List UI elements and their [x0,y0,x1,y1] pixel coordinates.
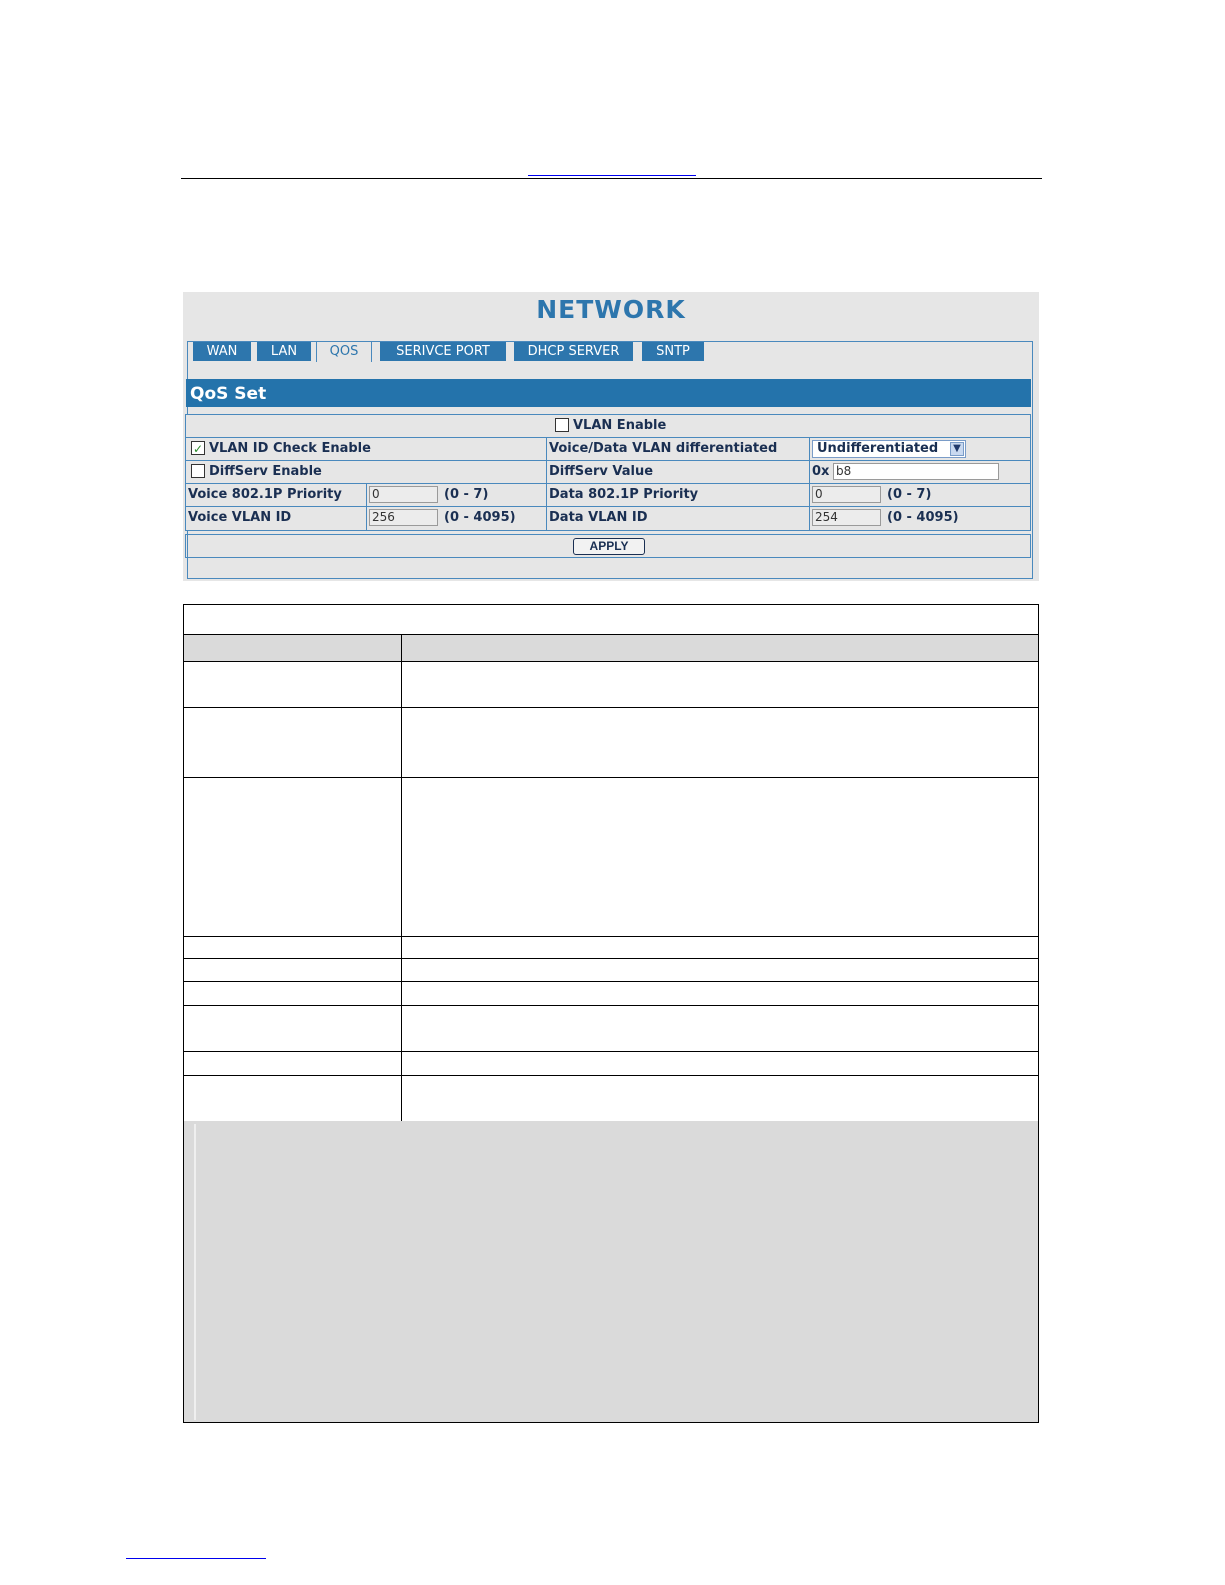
diffserv-enable-checkbox[interactable] [191,464,205,478]
column-divider [366,507,367,530]
diffserv-value-input[interactable]: b8 [833,463,999,480]
column-divider [809,507,810,530]
header-rule [181,178,1042,179]
qos-settings-grid [185,414,1031,531]
voice-data-diff-label: Voice/Data VLAN differentiated [549,441,778,456]
network-qos-panel [183,292,1039,581]
diffserv-prefix: 0x [812,464,830,479]
chevron-down-icon[interactable]: ▼ [950,442,964,456]
column-divider [546,507,547,530]
table-rule [184,958,1038,959]
tab-lan[interactable]: LAN [257,342,311,361]
data-vlan-label: Data VLAN ID [549,510,648,525]
table-rule [184,707,1038,708]
table-rule [184,1051,1038,1052]
voice-vlan-label: Voice VLAN ID [188,510,292,525]
table-note-area [184,1121,1038,1422]
table-column-divider [401,634,402,1121]
data-priority-input[interactable]: 0 [812,486,881,503]
tab-qos[interactable]: QOS [316,341,372,362]
data-vlan-range: (0 - 4095) [887,510,959,525]
table-header-row [184,634,1038,661]
priority-row [186,484,1030,507]
header-link-underline[interactable] [528,175,696,176]
table-rule [184,777,1038,778]
table-rule [184,936,1038,937]
table-rule [184,1075,1038,1076]
table-rule [184,981,1038,982]
voice-priority-label: Voice 802.1P Priority [188,487,342,502]
apply-button[interactable]: APPLY [573,538,645,555]
table-rule [184,661,1038,662]
diffserv-row [186,461,1030,484]
column-divider [809,461,810,483]
tab-dhcp-server[interactable]: DHCP SERVER [514,342,633,361]
column-divider [366,484,367,506]
voice-vlan-range: (0 - 4095) [444,510,516,525]
vlan-enable-control [555,415,666,437]
voice-priority-input[interactable]: 0 [369,486,438,503]
note-indent-bar [194,1124,196,1420]
data-priority-label: Data 802.1P Priority [549,487,699,502]
column-divider [809,484,810,506]
tab-sntp[interactable]: SNTP [642,342,704,361]
data-vlan-input[interactable]: 254 [812,509,881,526]
vlan-id-row [186,507,1030,530]
vlan-id-check-row [186,438,1030,461]
diffserv-value-label: DiffServ Value [549,464,654,479]
voice-vlan-input[interactable]: 256 [369,509,438,526]
vlan-enable-checkbox[interactable] [555,418,569,432]
column-divider [546,438,547,460]
tab-wan[interactable]: WAN [193,342,251,361]
page-title: NETWORK [536,295,686,324]
voice-data-diff-value: Undifferentiated [817,441,939,456]
tab-service-port[interactable]: SERIVCE PORT [380,342,506,361]
voice-data-diff-select[interactable] [812,440,966,458]
vlan-id-check-label: VLAN ID Check Enable [209,441,371,456]
table-rule [184,1005,1038,1006]
vlan-id-check-checkbox[interactable] [191,441,205,455]
data-priority-range: (0 - 7) [887,487,932,502]
section-title: QoS Set [186,379,1031,407]
vlan-enable-row [186,415,1030,438]
table-rule [184,634,1038,635]
voice-priority-range: (0 - 7) [444,487,489,502]
diffserv-enable-control [191,461,322,483]
column-divider [809,438,810,460]
footer-link-underline[interactable] [126,1558,266,1559]
diffserv-enable-label: DiffServ Enable [209,464,322,479]
column-divider [546,461,547,483]
vlan-id-check-control [191,438,371,460]
column-divider [546,484,547,506]
description-table [183,604,1039,1423]
vlan-enable-label: VLAN Enable [573,418,667,433]
apply-row [185,534,1031,558]
